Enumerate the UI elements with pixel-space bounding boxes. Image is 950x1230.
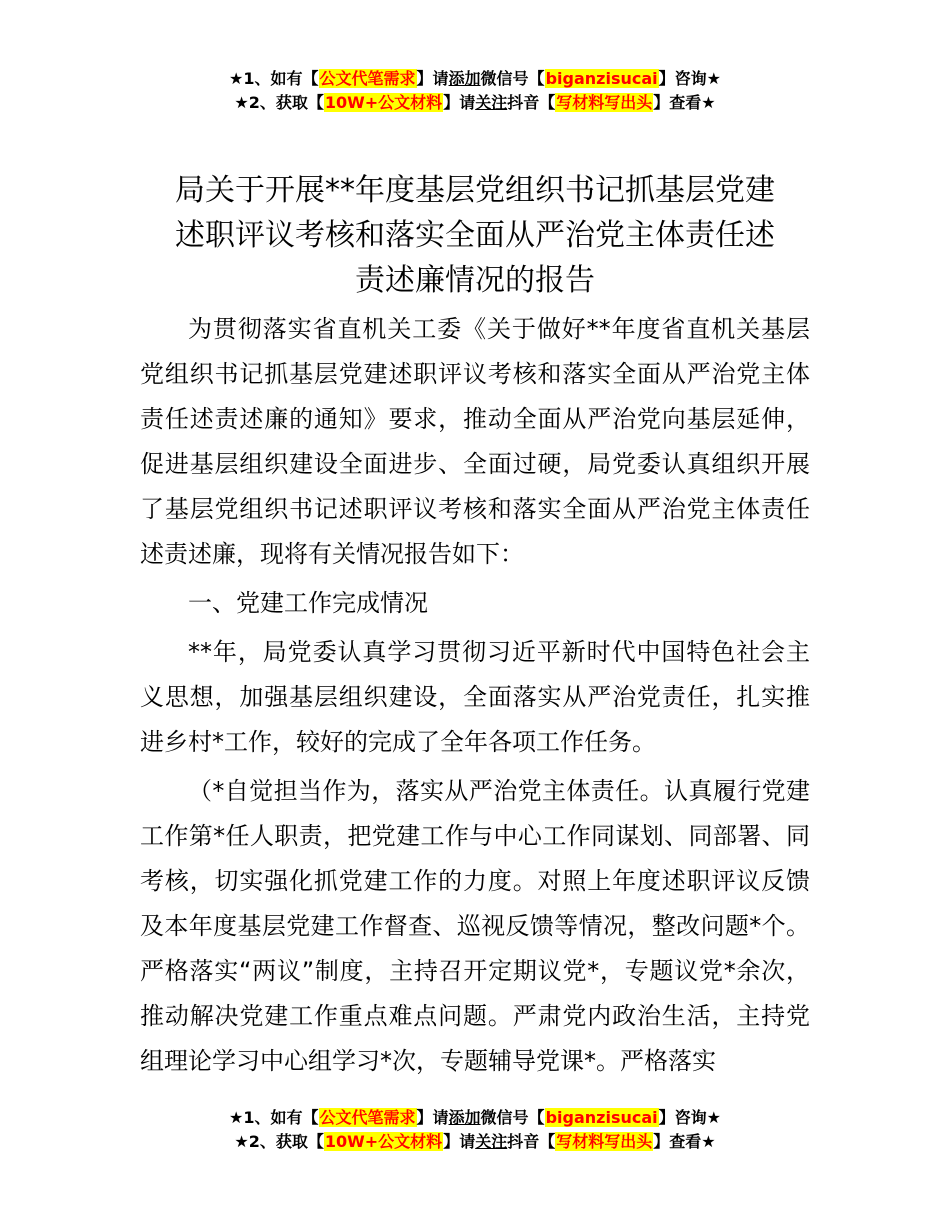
title-line: 责述廉情况的报告 bbox=[355, 263, 595, 298]
banner-text: 抖音【 bbox=[507, 1132, 556, 1151]
underlined-text: 添加 bbox=[448, 1108, 481, 1127]
title-line: 局关于开展**年度基层党组织书记抓基层党建 bbox=[175, 173, 775, 208]
banner-text: 】咨询★ bbox=[658, 69, 721, 88]
footer-banner bbox=[0, 1106, 950, 1154]
banner-text: ★2、获取【 bbox=[234, 93, 324, 112]
banner-line-2 bbox=[0, 91, 950, 115]
highlight-text: 10W+公文材料 bbox=[324, 93, 443, 112]
wechat-id: biganzisucai bbox=[545, 1108, 658, 1127]
section-heading: 一、党建工作完成情况 bbox=[188, 589, 428, 617]
banner-line-2 bbox=[0, 1130, 950, 1154]
underlined-text: 添加 bbox=[448, 69, 481, 88]
banner-text: ★2、获取【 bbox=[234, 1132, 324, 1151]
banner-text: 微信号【 bbox=[480, 69, 545, 88]
document-title bbox=[140, 168, 810, 303]
banner-text: 】查看★ bbox=[653, 1132, 716, 1151]
banner-text: 】请 bbox=[443, 93, 476, 112]
banner-text: 】咨询★ bbox=[658, 1108, 721, 1127]
banner-text: ★1、如有【 bbox=[229, 1108, 319, 1127]
underlined-text: 关注 bbox=[475, 1132, 508, 1151]
highlight-text: 10W+公文材料 bbox=[324, 1132, 443, 1151]
intro-paragraph: 为贯彻落实省直机关工委《关于做好**年度省直机关基层党组织书记抓基层党建述职评议考核和落实全面从严治党主体责任述责述廉的通知》要求，推动全面从严治党向基层延伸，促进基层组织建设全面进步、全面过硬，局党委认真组织开展了基层党组织书记述职评议考核和落实全面从严治党主体责任述责述廉，现将有关情况报告如下： bbox=[140, 315, 810, 568]
douyin-account: 写材料写出头 bbox=[556, 93, 653, 112]
body-paragraph: **年，局党委认真学习贯彻习近平新时代中国特色社会主义思想，加强基层组织建设，全面落实从严治党责任，扎实推进乡村*工作，较好的完成了全年各项工作任务。 bbox=[140, 638, 810, 756]
highlight-text: 公文代笔需求 bbox=[319, 69, 416, 88]
douyin-account: 写材料写出头 bbox=[556, 1132, 653, 1151]
title-line: 述职评议考核和落实全面从严治党主体责任述 bbox=[175, 218, 775, 253]
wechat-id: biganzisucai bbox=[545, 69, 658, 88]
banner-line-1 bbox=[0, 67, 950, 91]
body-paragraph: （*自觉担当作为，落实从严治党主体责任。认真履行党建工作第*任人职责，把党建工作与中心工作同谋划、同部署、同考核，切实强化抓党建工作的力度。对照上年度述职评议反馈及本年度基层党建工作督查、巡视反馈等情况，整改问题*个。严格落实“两议”制度，主持召开定期议党*，专题议党*余次，推动解决党建工作重点难点问题。严肃党内政治生活，主持党组理论学习中心组学习*次，专题辅导党课*。严格落实 bbox=[140, 777, 810, 1075]
banner-text: 】请 bbox=[416, 1108, 449, 1127]
banner-line-1 bbox=[0, 1106, 950, 1130]
underlined-text: 关注 bbox=[475, 93, 508, 112]
banner-text: 】请 bbox=[416, 69, 449, 88]
document-body bbox=[140, 307, 810, 1088]
header-banner bbox=[0, 67, 950, 115]
banner-text: 抖音【 bbox=[507, 93, 556, 112]
banner-text: 微信号【 bbox=[480, 1108, 545, 1127]
banner-text: 】请 bbox=[443, 1132, 476, 1151]
banner-text: ★1、如有【 bbox=[229, 69, 319, 88]
banner-text: 】查看★ bbox=[653, 93, 716, 112]
highlight-text: 公文代笔需求 bbox=[319, 1108, 416, 1127]
